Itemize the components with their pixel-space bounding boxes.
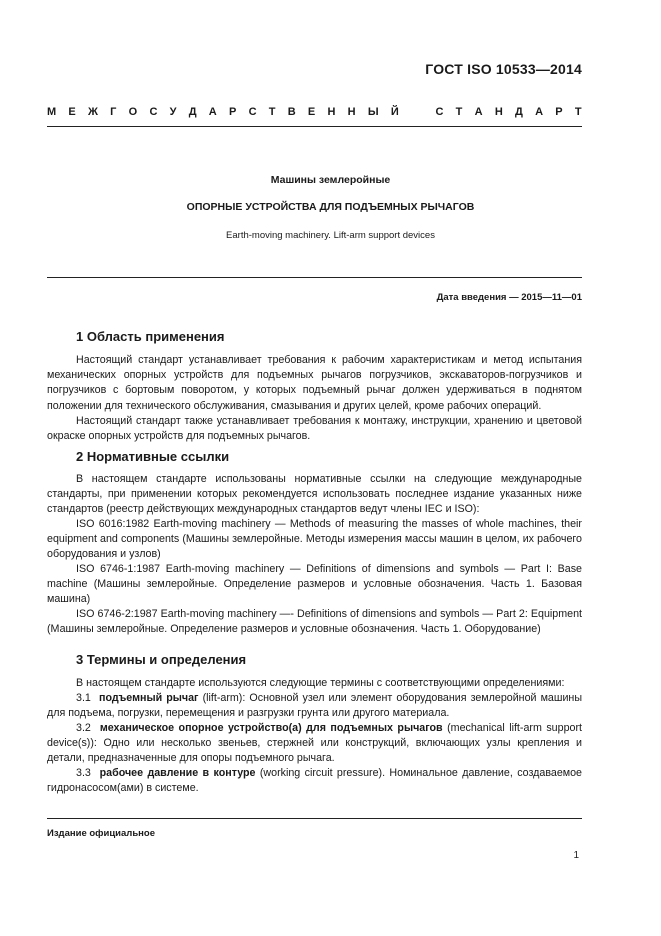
document-code: ГОСТ ISO 10533—2014 (425, 61, 582, 77)
banner-letter: А (535, 106, 544, 118)
banner-letter: В (287, 106, 296, 118)
term-definition-3-2 (47, 721, 582, 767)
term-name: механическое опорное устройство(а) для подъемных рычагов (99, 722, 443, 734)
normative-reference-1: ISO 6016:1982 Earth-moving machinery — Methods of measuring the masses of whole machines, their equipment and components (Машины землеройные. Методы измерения массы машин в целом, их рабочего оборудования и узлов) (47, 518, 582, 561)
banner-letter: С (149, 106, 158, 118)
term-name: подъемный рычаг (99, 692, 199, 704)
banner-letter: Й (390, 106, 399, 118)
footer-divider (47, 818, 582, 819)
section-3-heading: 3 Термины и определения (76, 652, 247, 667)
banner-letter: Ж (87, 106, 98, 118)
banner-letter: Н (494, 106, 503, 118)
term-text: (working circuit pressure). Номинальное давление, создаваемое гидронасосом(ами) в системе. (47, 767, 583, 795)
banner-letter: Е (307, 106, 316, 118)
term-number: 3.3 (76, 767, 91, 779)
title-english: Earth-moving machinery. Lift-arm support devices (226, 230, 435, 241)
term-text: (mechanical lift-arm support device(s)): Одно или несколько звеньев, стержней или конструкций, включающих узлы крепления и детали, предназначенные для опоры подъемного рычага. (47, 722, 582, 765)
banner-letter: Т (455, 106, 463, 118)
section-3-paragraph-1: В настоящем стандарте используются следующие термины с соответствующими определениями: (76, 677, 565, 689)
section-2-paragraph-1: В настоящем стандарте использованы нормативные ссылки на следующие международные стандарты, при применении которых рекомендуется использовать последнее издание указанных ниже стандартов (реестр действующих международных стандартов ведут члены IEC и ISO): (47, 473, 582, 516)
page-title: ОПОРНЫЕ УСТРОЙСТВА ДЛЯ ПОДЪЕМНЫХ РЫЧАГОВ (186, 201, 475, 213)
official-edition-label: Издание официальное (47, 828, 155, 839)
title-category: Машины землеройные (270, 174, 391, 186)
term-definition-3-3 (47, 766, 582, 796)
introduction-date: Дата введения — 2015—11—01 (436, 292, 582, 303)
banner-letter: Е (68, 106, 76, 118)
banner-letter: О (128, 106, 138, 118)
banner-letter: Н (327, 106, 336, 118)
banner-letter: Г (110, 106, 117, 118)
banner-letter: А (474, 106, 483, 118)
banner-letter: Р (555, 106, 563, 118)
header-divider (47, 126, 582, 127)
interstate-standard-banner (47, 106, 582, 118)
section-2-heading: 2 Нормативные ссылки (76, 449, 230, 464)
banner-letter: Д (515, 106, 523, 118)
banner-letter: С (248, 106, 257, 118)
term-text: (lift-arm): Основной узел или элемент оборудования землеройной машины для подъема, погрузки, перемещения и разгрузки грунта или другого материала. (47, 692, 582, 720)
banner-letter: У (169, 106, 177, 118)
banner-letter: М (47, 106, 57, 118)
banner-letter: Т (574, 106, 582, 118)
banner-letter: Н (347, 106, 356, 118)
banner-letter: Д (188, 106, 197, 118)
banner-letter: А (208, 106, 217, 118)
title-divider (47, 277, 582, 278)
section-1-heading: 1 Область применения (76, 329, 225, 344)
banner-letter: Р (228, 106, 237, 118)
banner-letter: Ы (367, 106, 379, 118)
page-number: 1 (573, 850, 579, 861)
section-1-paragraph-2: Настоящий стандарт также устанавливает требования к монтажу, инструкции, хранению и цветовой окраске опорных устройств для подъемных рычагов. (47, 415, 582, 443)
banner-letter: С (435, 106, 444, 118)
normative-reference-2: ISO 6746-1:1987 Earth-moving machinery — Definitions of dimensions and symbols — Part I: Base machine (Машины землеройные. Определение размеров и условные обозначения. Часть 1. Базовая машина) (47, 563, 582, 606)
banner-letter: Т (268, 106, 276, 118)
term-number: 3.2 (76, 722, 91, 734)
term-number: 3.1 (76, 692, 91, 704)
term-name: рабочее давление в контуре (99, 767, 256, 779)
section-1-paragraph-1: Настоящий стандарт устанавливает требования к рабочим характеристикам и метод испытания механических опорных устройств для подъемных рычагов погрузчиков, экскаваторов-погрузчиков и погрузчиков с бортовым поворотом, у которых подъемный рычаг должен удерживаться в поднятом положении для технического обслуживания, смазывания и других целей, кроме рабочих операций. (47, 354, 582, 412)
normative-reference-3: ISO 6746-2:1987 Earth-moving machinery —- Definitions of dimensions and symbols — Part 2: Equipment (Машины землеройные. Определение размеров и условные обозначения. Часть 1. Оборудование) (47, 608, 582, 636)
term-definition-3-1 (47, 691, 582, 721)
